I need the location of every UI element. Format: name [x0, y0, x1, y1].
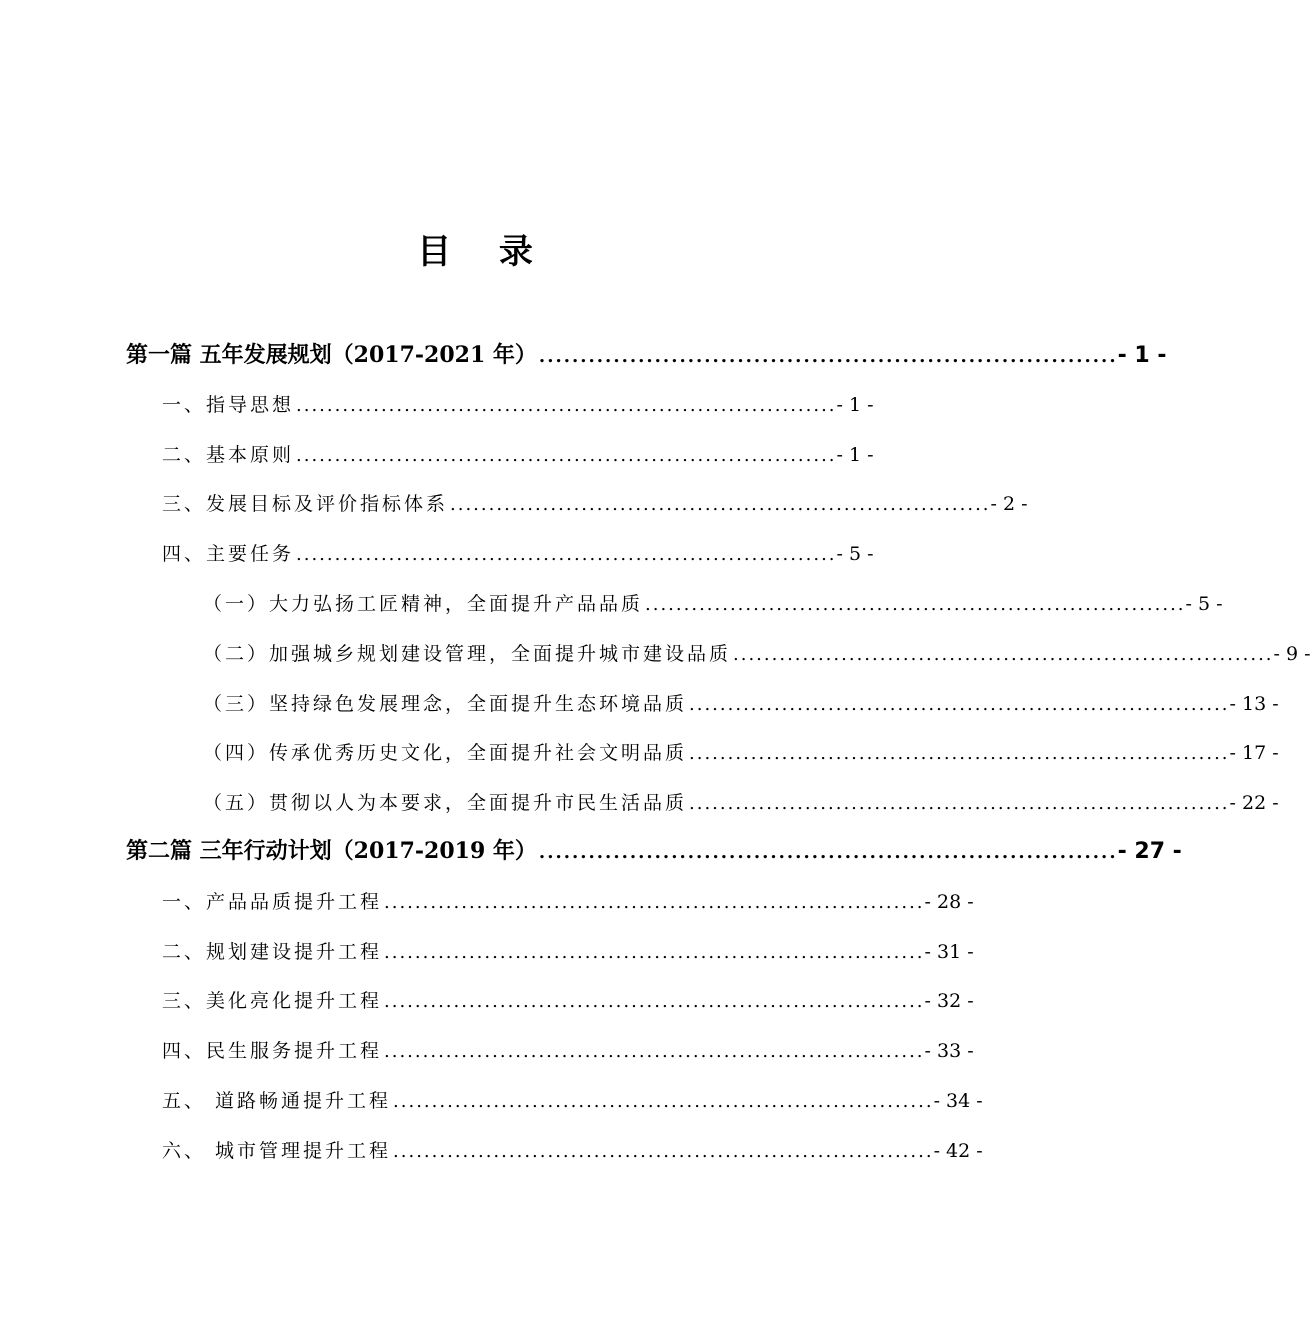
dot-leader: ......................................................................	[393, 1091, 934, 1112]
toc-entry-part-1[interactable]	[126, 335, 1167, 375]
dot-leader: ......................................................................	[538, 346, 1118, 367]
toc-entry-text: 四、主要任务	[162, 543, 295, 565]
toc-entry-page: - 9 -	[1273, 643, 1311, 665]
toc-entry-text: 五、 道路畅通提升工程	[162, 1090, 392, 1112]
dot-leader: ......................................................................	[733, 644, 1274, 665]
toc-entry-text: 第二篇 三年行动计划（2017-2019 年）	[126, 838, 537, 864]
toc-entry[interactable]	[162, 484, 1028, 524]
toc-entry-page: - 13 -	[1229, 693, 1279, 715]
toc-entry-text: 一、指导思想	[162, 394, 295, 416]
toc-entry[interactable]	[162, 1081, 983, 1121]
toc-entry-page: - 5 -	[1185, 593, 1223, 615]
toc-entry-page: - 34 -	[933, 1090, 983, 1112]
toc-entry[interactable]	[203, 634, 1311, 674]
toc-entry-page: - 17 -	[1229, 742, 1279, 764]
toc-entry-text: 三、发展目标及评价指标体系	[162, 493, 449, 515]
toc-entry-page: - 33 -	[924, 1040, 974, 1062]
toc-entry-text: （三）坚持绿色发展理念，全面提升生态环境品质	[203, 693, 688, 715]
toc-entry-page: - 31 -	[924, 941, 974, 963]
toc-entry[interactable]	[162, 882, 974, 922]
toc-entry-part-2[interactable]	[126, 831, 1182, 871]
toc-entry-text: 三、美化亮化提升工程	[162, 990, 383, 1012]
dot-leader: ......................................................................	[384, 991, 925, 1012]
dot-leader: ......................................................................	[296, 445, 837, 466]
toc-entry-page: - 42 -	[933, 1140, 983, 1162]
toc-entry-page: - 27 -	[1117, 839, 1182, 864]
toc-entry[interactable]	[203, 584, 1223, 624]
toc-entry-text: （二）加强城乡规划建设管理，全面提升城市建设品质	[203, 643, 732, 665]
toc-entry-page: - 5 -	[836, 543, 874, 565]
toc-entry[interactable]	[162, 435, 874, 475]
toc-entry[interactable]	[162, 1031, 974, 1071]
dot-leader: ......................................................................	[689, 694, 1230, 715]
dot-leader: ......................................................................	[384, 942, 925, 963]
dot-leader: ......................................................................	[296, 395, 837, 416]
dot-leader: ......................................................................	[384, 1041, 925, 1062]
toc-entry-page: - 1 -	[1117, 343, 1167, 368]
dot-leader: ......................................................................	[689, 743, 1230, 764]
dot-leader: ......................................................................	[538, 842, 1118, 863]
toc-entry-text: 二、规划建设提升工程	[162, 941, 383, 963]
toc-entry-text: （五）贯彻以人为本要求，全面提升市民生活品质	[203, 792, 688, 814]
dot-leader: ......................................................................	[450, 494, 991, 515]
dot-leader: ......................................................................	[384, 892, 925, 913]
toc-entry-page: - 2 -	[990, 493, 1028, 515]
toc-entry-page: - 1 -	[836, 394, 874, 416]
toc-entry-text: 一、产品品质提升工程	[162, 891, 383, 913]
dot-leader: ......................................................................	[645, 594, 1186, 615]
toc-entry-text: 第一篇 五年发展规划（2017-2021 年）	[126, 342, 537, 368]
dot-leader: ......................................................................	[689, 793, 1230, 814]
toc-entry-text: 四、民生服务提升工程	[162, 1040, 383, 1062]
toc-entry-page: - 32 -	[924, 990, 974, 1012]
dot-leader: ......................................................................	[296, 544, 837, 565]
toc-entry[interactable]	[203, 733, 1279, 773]
toc-entry[interactable]	[162, 932, 974, 972]
toc-title: 目 录	[417, 232, 551, 272]
toc-entry[interactable]	[203, 783, 1279, 823]
toc-entry[interactable]	[162, 981, 974, 1021]
toc-entry-text: （一）大力弘扬工匠精神，全面提升产品品质	[203, 593, 644, 615]
toc-entry-text: 六、 城市管理提升工程	[162, 1140, 392, 1162]
dot-leader: ......................................................................	[393, 1141, 934, 1162]
toc-entry-page: - 22 -	[1229, 792, 1279, 814]
toc-entry-text: （四）传承优秀历史文化，全面提升社会文明品质	[203, 742, 688, 764]
toc-entry[interactable]	[162, 534, 874, 574]
toc-entry-page: - 1 -	[836, 444, 874, 466]
toc-entry[interactable]	[162, 1131, 983, 1171]
toc-entry-page: - 28 -	[924, 891, 974, 913]
toc-entry-text: 二、基本原则	[162, 444, 295, 466]
toc-entry[interactable]	[162, 385, 874, 425]
toc-entry[interactable]	[203, 684, 1279, 724]
